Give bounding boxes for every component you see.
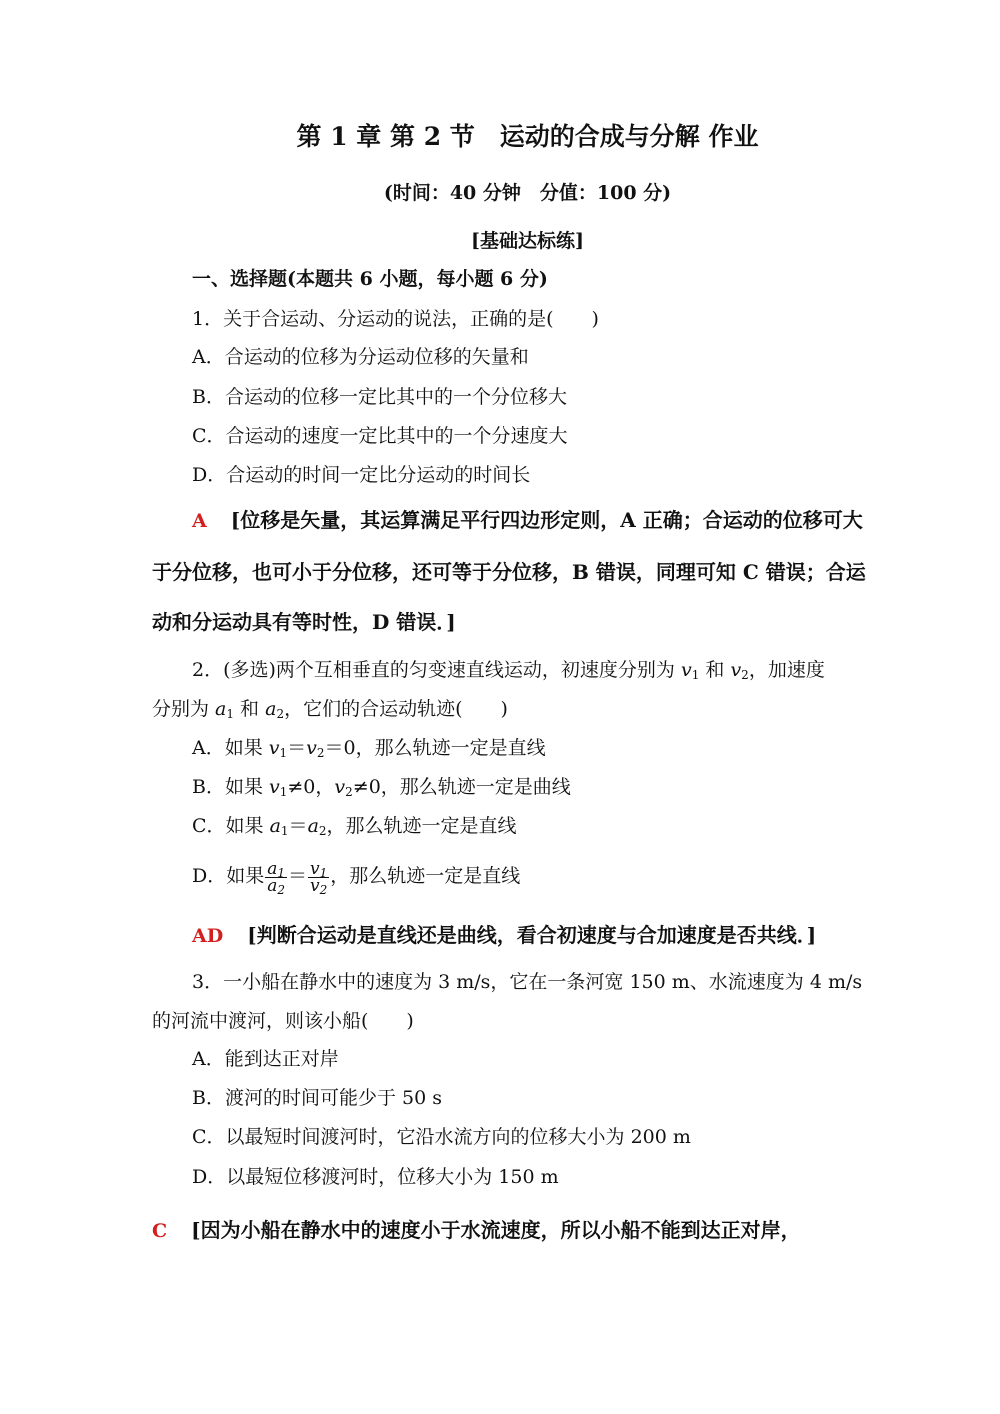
fraction-v1-over-v2: $\frac{v_1}{v_2}$ (310, 858, 328, 897)
question-2-option-c: C．如果 $a_1=a_2$，那么轨迹一定是直线 (192, 815, 517, 838)
question-3-option-a: A．能到达正对岸 (192, 1048, 339, 1070)
question-1-option-c: C．合运动的速度一定比其中的一个分速度大 (192, 425, 568, 447)
question-2-answer: AD (192, 925, 224, 947)
question-3-explanation: [因为小船在静水中的速度小于水流速度，所以小船不能到达正对岸， (191, 1218, 801, 1242)
question-1-answer-line (192, 507, 863, 534)
question-2-option-b: B．如果 $v_1\ne 0$，$v_2\ne 0$，那么轨迹一定是曲线 (192, 776, 571, 799)
question-2-stem-line-2: 分别为 $a_1$ 和 $a_2$，它们的合运动轨迹( ) (152, 698, 508, 721)
question-1-explanation-2: 于分位移，也可小于分位移，还可等于分位移，B 错误，同理可知 C 错误；合运 (152, 560, 866, 584)
question-1-option-a: A．合运动的位移为分运动位移的矢量和 (192, 346, 529, 368)
question-2-option-d: D．如果 $\frac{a_1}{a_2}$ ＝ $\frac{v_1}{v_2}$ ，那么轨迹一定是直线 (192, 858, 521, 897)
question-3-answer: C (152, 1220, 168, 1242)
question-3-option-c: C．以最短时间渡河时，它沿水流方向的位移大小为 200 m (192, 1126, 691, 1148)
question-1-explanation-1: [位移是矢量，其运算满足平行四边形定则，A 正确；合运动的位移可大 (230, 508, 863, 532)
question-3-answer-line (152, 1217, 801, 1244)
question-1-option-d: D．合运动的时间一定比分运动的时间长 (192, 464, 531, 486)
page-subtitle: (时间：40 分钟 分值：100 分) (383, 182, 672, 204)
page-title: 第 1 章 第 2 节 运动的合成与分解 作业 (296, 122, 759, 151)
part-heading: 一、选择题(本题共 6 小题，每小题 6 分) (192, 268, 548, 290)
question-1-option-b: B．合运动的位移一定比其中的一个分位移大 (192, 386, 567, 408)
fraction-a1-over-a2: $\frac{a_1}{a_2}$ (267, 858, 286, 897)
question-1-stem: 1．关于合运动、分运动的说法，正确的是( ) (192, 308, 599, 330)
question-2-stem-line-1: 2．(多选)两个互相垂直的匀变速直线运动，初速度分别为 $v_1$ 和 $v_2$，加速度 (192, 659, 825, 682)
question-2-explanation: [判断合运动是直线还是曲线，看合初速度与合加速度是否共线．] (247, 923, 817, 947)
question-3-stem-line-2: 的河流中渡河，则该小船( ) (152, 1010, 414, 1032)
question-1-explanation-3: 动和分运动具有等时性，D 错误．] (152, 610, 456, 634)
question-3-stem-line-1: 3．一小船在静水中的速度为 3 m/s，它在一条河宽 150 m、水流速度为 4 m/s (192, 971, 863, 993)
question-2-option-a: A．如果 $v_1=v_2=0$，那么轨迹一定是直线 (192, 737, 546, 760)
question-1-answer: A (192, 510, 207, 532)
question-2-answer-line (192, 922, 816, 949)
question-3-option-d: D．以最短位移渡河时，位移大小为 150 m (192, 1166, 559, 1188)
section-label: [基础达标练] (471, 230, 584, 252)
question-3-option-b: B．渡河的时间可能少于 50 s (192, 1087, 442, 1109)
